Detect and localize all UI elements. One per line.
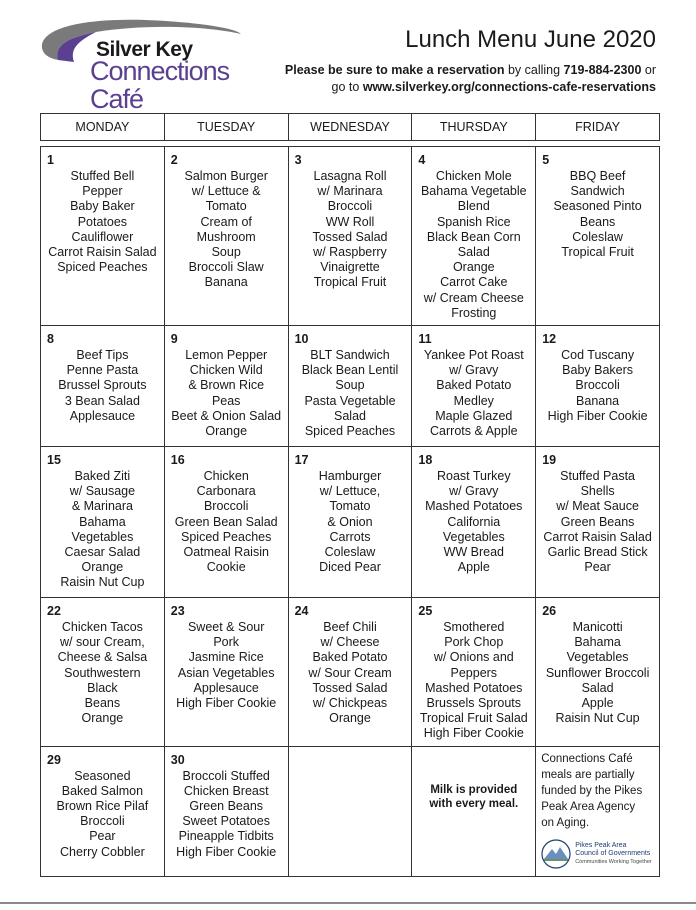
menu-item: Baked Salmon [61,783,144,798]
menu-item: Broccoli Slaw [188,260,264,275]
menu-item: Cherry Cobbler [60,844,145,859]
menu-item: Tropical Fruit [313,275,387,290]
menu-item: w/ Lettuce, [319,484,381,499]
menu-item: Oatmeal Raisin [183,545,269,560]
menu-item: Salad [334,408,366,423]
logo-text-cafe: Café [90,84,144,114]
menu-item: Orange [205,424,248,439]
day-cell-content [412,326,535,443]
day-cell-19 [536,447,660,598]
menu-item: Salmon Burger [184,169,268,183]
menu-item: Banana [576,393,620,408]
menu-item: Beef Tips [76,348,129,363]
menu-item: Broccoli [80,814,125,829]
funding-line: Peak Area Agency [541,800,636,813]
day-number: 18 [418,453,433,468]
menu-item: & Onion [327,514,373,529]
menu-item: & Marinara [71,499,133,514]
menu-item: Tropical Fruit Salad [419,711,528,726]
menu-item: Tossed Salad [312,229,388,244]
menu-item: BLT Sandwich [310,348,390,363]
menu-item: Chicken [203,469,249,484]
day-cell-content [536,598,659,730]
day-number: 22 [47,604,61,619]
menu-item: & Brown Rice [188,378,265,393]
day-cell-content [412,147,535,325]
day-cell-content [536,447,659,579]
ppacg-name: Pikes Peak Area [575,841,627,849]
day-number: 30 [170,752,185,767]
menu-item: Seasoned Pinto [553,199,642,214]
menu-item: Jasmine Rice [188,650,264,665]
menu-items [293,602,408,726]
day-number: 11 [418,332,432,347]
menu-item: Banana [204,275,248,290]
menu-item: Spiced Peaches [57,260,148,275]
menu-item: Chicken Mole [435,169,512,183]
menu-items [169,751,284,860]
day-cell-18 [412,447,536,598]
day-cell-3 [288,147,412,326]
day-cell-11 [412,326,536,447]
menu-item: Maple Glazed [435,408,513,423]
menu-item: Vinaigrette [320,260,380,275]
menu-item: Broccoli Stuffed [182,768,270,783]
menu-items [540,451,655,575]
day-cell-1 [41,147,165,326]
menu-item: Salad [457,245,490,260]
menu-item: w/ Chickpeas [312,696,388,711]
day-cell-15 [41,447,165,598]
menu-item: High Fiber Cookie [423,726,524,741]
menu-items [45,751,160,860]
menu-item: Mushroom [196,229,256,244]
menu-item: Coleslaw [572,229,623,244]
menu-items [540,330,655,424]
menu-item: Baby Baker [70,199,135,214]
day-number: 24 [294,604,309,619]
day-cell-content [412,598,535,746]
menu-item: High Fiber Cookie [547,408,648,423]
menu-item: Smothered [443,620,505,635]
funding-line: Connections Café [541,752,633,765]
silver-key-logo [36,14,256,114]
menu-item: Beans [84,696,121,711]
menu-item: High Fiber Cookie [176,696,277,711]
menu-item: Coleslaw [324,545,376,560]
day-cell-content [289,147,412,295]
day-cell-content [289,326,412,443]
day-number: 4 [418,153,426,167]
day-number: 17 [294,453,309,468]
menu-item: Brussels Sprouts [426,696,522,711]
menu-item: Carrot Raisin Salad [48,245,157,260]
day-cell-2 [164,147,288,326]
day-cell-30 [164,746,288,876]
menu-item: Sweet & Sour [187,620,265,635]
menu-item: w/ Onions and [433,650,514,665]
menu-item: Pasta Vegetable [304,393,396,408]
menu-item: Shells [580,484,615,499]
header-monday: MONDAY [41,114,165,141]
menu-item: Baked Ziti [74,469,131,484]
day-cell-8 [41,326,165,447]
menu-item: 3 Bean Salad [64,393,140,408]
menu-item: Spiced Peaches [181,529,272,544]
menu-item: Bahama Vegetable [420,184,527,199]
menu-item: Vegetables [442,529,505,544]
day-number: 10 [294,332,309,347]
week-row-2 [41,326,660,447]
day-number: 8 [47,332,54,347]
menu-item: Seasoned [74,768,131,783]
menu-item: WW Roll [325,214,375,229]
menu-items [45,151,160,275]
menu-item: Tomato [205,199,247,214]
menu-item: Vegetables [566,650,629,665]
reservation-goto: go to [331,80,363,94]
day-cell-content [289,598,412,730]
menu-item: Mashed Potatoes [425,499,523,514]
page-title: Lunch Menu June 2020 [405,26,656,53]
logo-text-silver-key: Silver Key [96,38,193,61]
reservation-note [285,63,656,77]
menu-items [416,330,531,439]
menu-item: Asian Vegetables [177,665,275,680]
day-cell-25 [412,598,536,747]
menu-items [169,451,284,575]
milk-note-line1: Milk is provided [430,783,518,796]
header-tuesday: TUESDAY [164,114,288,141]
day-cell-4 [412,147,536,326]
day-cell-content [41,747,164,864]
menu-item: Orange [81,711,124,726]
menu-item: Bahama [574,635,621,650]
menu-item: w/ Gravy [449,363,499,378]
menu-item: w/ Cream Cheese [423,290,524,305]
day-cell-content [165,326,288,443]
menu-item: w/ Gravy [449,484,499,499]
menu-item: Medley [453,393,494,408]
menu-item: Lasagna Roll [313,169,387,183]
day-cell-content [165,147,288,295]
menu-item: Sandwich [570,184,625,199]
menu-item: Broccoli [575,378,620,393]
menu-item: w/ Marinara [317,184,383,199]
menu-item: Carrot Raisin Salad [543,529,652,544]
day-number: 29 [47,752,61,767]
logo-text-connections: Connections [90,56,230,86]
day-number: 3 [294,153,302,167]
menu-calendar-table [40,113,660,877]
menu-item: Raisin Nut Cup [60,575,145,590]
menu-item: Cod Tuscany [561,348,635,363]
menu-items [45,602,160,726]
day-number: 15 [47,453,61,468]
menu-items [169,330,284,439]
menu-item: Hamburger [318,469,382,484]
menu-item: Tropical Fruit [561,245,634,260]
menu-item: Tossed Salad [312,680,388,695]
menu-item: WW Bread [443,545,504,560]
menu-item: Baby Bakers [562,363,634,378]
menu-item: Baked Potato [312,650,388,665]
day-cell-content [41,447,164,595]
menu-item: Baked Potato [436,378,512,393]
menu-item: w/ Raspberry [313,245,387,260]
menu-item: High Fiber Cookie [176,844,277,859]
menu-item: Black [87,680,118,695]
menu-item: Chicken Breast [183,783,269,798]
day-cell-content [41,326,164,428]
reservation-phone: 719-884-2300 [563,63,642,77]
day-cell-content [41,147,164,279]
ppacg-council: Council of Governments [575,849,651,857]
day-cell-content [289,447,412,579]
menu-item: Cookie [206,560,246,575]
menu-item: California [447,514,501,529]
menu-item: w/ sour Cream, [60,635,145,650]
menu-item: Brussel Sprouts [58,378,147,393]
menu-item: Soup [211,245,241,260]
menu-item: w/ Sausage [69,484,136,499]
day-cell-29 [41,746,165,876]
menu-items [540,602,655,726]
empty-wednesday-cell [288,746,412,876]
menu-item: Sunflower Broccoli [545,665,650,680]
menu-item: Stuffed Pasta [560,469,635,484]
day-cell-content [536,326,659,428]
menu-item: Pepper [82,184,123,199]
menu-item: Cheese & Salsa [57,650,148,665]
day-number: 25 [418,604,433,619]
ppacg-tagline: Communities Working Together [575,858,652,865]
day-number: 26 [542,604,557,619]
menu-item: Chicken Tacos [61,620,143,635]
day-cell-content [165,747,288,864]
menu-item: Black Bean Lentil [301,363,399,378]
menu-item: Orange [452,260,495,275]
menu-item: Green Beans [189,799,264,814]
menu-item: w/ Lettuce & [191,184,261,199]
day-cell-content [165,598,288,715]
menu-item: Manicotti [572,620,623,635]
reservation-note-end: or [641,63,656,77]
day-number: 23 [170,604,185,619]
bottom-divider [0,902,696,904]
week-row-1 [41,147,660,326]
menu-item: Blend [457,199,490,214]
menu-item: Potatoes [77,214,128,229]
menu-item: Yankee Pot Roast [423,348,524,363]
funding-note [536,747,659,869]
week-row-4 [41,598,660,747]
day-cell-23 [164,598,288,747]
menu-item: w/ Cheese [320,635,380,650]
menu-items [45,330,160,424]
day-cell-content [412,447,535,579]
menu-items [540,151,655,260]
milk-note [412,747,535,811]
day-number: 2 [170,153,178,167]
funding-line: funded by the Pikes [541,784,643,797]
menu-item: Spanish Rice [436,214,511,229]
day-cell-16 [164,447,288,598]
menu-item: Southwestern [64,665,141,680]
day-cell-content [536,147,659,264]
menu-items [416,151,531,321]
day-number: 1 [47,153,54,167]
menu-items [169,151,284,291]
menu-item: Apple [457,560,490,575]
menu-item: Stuffed Bell [70,169,135,183]
menu-item: Pork [213,635,240,650]
day-cell-22 [41,598,165,747]
menu-items [293,451,408,575]
reservation-note-mid: by calling [504,63,564,77]
menu-item: Sweet Potatoes [182,814,270,829]
header-wednesday: WEDNESDAY [288,114,412,141]
menu-item: BBQ Beef [569,169,626,183]
menu-item: Beet & Onion Salad [171,408,282,423]
funding-line: on Aging. [541,816,590,829]
menu-item: Caesar Salad [64,545,141,560]
day-cell-5 [536,147,660,326]
menu-item: Bahama [79,514,126,529]
menu-items [416,602,531,742]
day-number: 9 [170,332,178,347]
menu-item: Salad [581,680,614,695]
menu-items [293,330,408,439]
day-number: 16 [170,453,185,468]
day-cell-content [41,598,164,730]
milk-note-cell [412,746,536,876]
menu-item: Cauliflower [71,229,134,244]
menu-item: Vegetables [71,529,134,544]
menu-item: Peppers [450,665,498,680]
menu-item: Diced Pear [319,560,381,575]
menu-item: Lemon Pepper [185,348,268,363]
menu-item: Tomato [329,499,371,514]
day-number: 5 [542,153,550,167]
menu-item: Penne Pasta [66,363,139,378]
day-cell-9 [164,326,288,447]
menu-items [45,451,160,591]
menu-item: Pear [584,560,611,575]
menu-item: Chicken Wild [189,363,263,378]
menu-item: Beef Chili [323,620,377,635]
menu-item: Pineapple Tidbits [178,829,274,844]
menu-item: Carrot Cake [440,275,508,290]
menu-items [293,151,408,291]
menu-item: Orange [329,711,371,726]
menu-item: Applesauce [69,408,136,423]
menu-items [416,451,531,575]
menu-item: Raisin Nut Cup [555,711,640,726]
menu-item: Green Bean Salad [174,514,278,529]
day-cell-26 [536,598,660,747]
week-row-3 [41,447,660,598]
menu-item: Beans [579,214,616,229]
weekday-header-row [41,114,660,141]
menu-item: Carrots [329,529,371,544]
menu-item: Broccoli [327,199,373,214]
day-number: 19 [542,453,557,468]
day-number: 12 [542,332,557,347]
menu-item: Applesauce [193,680,259,695]
reservation-url-link[interactable]: www.silverkey.org/connections-cafe-reservations [362,80,656,94]
menu-item: Spiced Peaches [304,424,396,439]
header-thursday: THURSDAY [412,114,536,141]
menu-item: Orange [81,560,124,575]
menu-item: Soup [335,378,365,393]
ppacg-logo [541,839,655,869]
week-row-5 [41,746,660,876]
menu-item: Pork Chop [444,635,504,650]
menu-item: Roast Turkey [436,469,511,484]
menu-item: Apple [581,696,614,711]
funding-line: meals are partially [541,768,635,781]
mountain-emblem-icon [541,839,571,869]
menu-item: Broccoli [203,499,249,514]
milk-note-line2: with every meal. [429,797,519,810]
menu-item: w/ Meat Sauce [556,499,639,514]
header-friday: FRIDAY [536,114,660,141]
menu-item: Carrots & Apple [430,424,518,439]
menu-item: Pear [89,829,116,844]
funding-note-cell [536,746,660,876]
day-cell-24 [288,598,412,747]
menu-item: w/ Sour Cream [308,665,392,680]
reservation-note-bold: Please be sure to make a reservation [284,63,505,77]
menu-item: Mashed Potatoes [425,680,523,695]
menu-items [169,602,284,711]
menu-item: Black Bean Corn [426,229,521,244]
day-cell-17 [288,447,412,598]
reservation-url-line [332,80,656,94]
menu-item: Brown Rice Pilaf [56,799,149,814]
menu-item: Garlic Bread Stick [547,545,648,560]
day-cell-12 [536,326,660,447]
day-cell-10 [288,326,412,447]
day-cell-content [165,447,288,579]
menu-item: Green Beans [560,514,635,529]
menu-item: Cream of [200,214,252,229]
menu-item: Peas [211,393,241,408]
menu-item: Carbonara [196,484,256,499]
menu-item: Frosting [451,305,497,320]
